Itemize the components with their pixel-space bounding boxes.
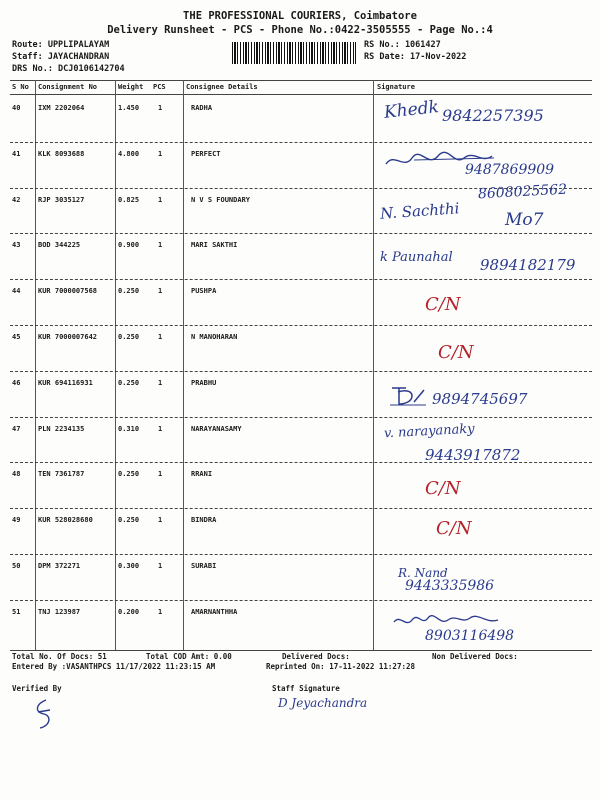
row-consignee: MARI SAKTHI [191, 241, 238, 250]
non-delivered-docs: Non Delivered Docs: [432, 652, 518, 661]
row-consignee: BINDRA [191, 516, 217, 525]
row-consignment-no: KUR 7000007568 [38, 287, 98, 296]
row-pcs: 1 [158, 104, 163, 112]
row-separator [10, 371, 592, 372]
row-separator [10, 417, 592, 418]
runsheet-subtitle: Delivery Runsheet - PCS - Phone No.:0422-3505555 - Page No.:4 [107, 24, 493, 36]
row-consignee: PERFECT [191, 149, 221, 158]
verified-signature [30, 698, 56, 736]
row-consignment-no: DPM 372271 [38, 562, 81, 570]
row-weight: 0.825 [118, 195, 140, 204]
barcode [232, 42, 356, 64]
row-consignment-no: BOD 344225 [38, 241, 81, 250]
row-consignment-no: KUR 7000007642 [38, 333, 98, 341]
signature-row-46 [388, 384, 428, 412]
row-consignment-no: KUR 694116931 [38, 378, 93, 387]
row-pcs: 1 [158, 333, 163, 341]
phone-row-47: 9443917872 [425, 446, 521, 464]
company-title: THE PROFESSIONAL COURIERS, Coimbatore [183, 10, 417, 22]
signature-row-40: Khedk [383, 97, 440, 123]
row-consignment-no: RJP 3035127 [38, 195, 85, 204]
table-top-rule [10, 80, 592, 81]
row-weight: 0.250 [118, 516, 140, 525]
row-consignee: RADHA [191, 104, 213, 112]
phone-row-50: 9443335986 [405, 578, 495, 594]
staff-signature-label: Staff Signature [272, 684, 340, 693]
row-pcs: 1 [158, 516, 163, 525]
row-weight: 4.800 [118, 149, 140, 158]
phone-row-43: 9894182179 [480, 256, 576, 274]
col-signature: Signature [377, 83, 415, 91]
row-sno: 49 [12, 516, 21, 525]
row-separator [10, 233, 592, 234]
row-sno: 51 [12, 607, 21, 616]
row-pcs: 1 [158, 378, 163, 387]
phone-row-46: 9894745697 [432, 390, 528, 408]
row-consignee: PRABHU [191, 378, 217, 387]
row-sno: 50 [12, 562, 21, 570]
row-pcs: 1 [158, 470, 163, 479]
staff-signature: D Jeyachandra [278, 696, 368, 710]
row-sno: 41 [12, 149, 21, 158]
row-pcs: 1 [158, 287, 163, 296]
row-pcs: 1 [158, 195, 163, 204]
row-weight: 0.250 [118, 333, 140, 341]
signature-row-47: v. narayanaky [383, 421, 475, 442]
phone-row-41-a: 9487869909 [465, 162, 555, 178]
row-weight: 1.450 [118, 104, 140, 112]
column-divider [115, 80, 116, 650]
row-consignment-no: PLN 2234135 [38, 424, 85, 433]
row-consignee: AMARNANTHHA [191, 607, 238, 616]
row-consignee: SURABI [191, 562, 217, 570]
verifier-signature-icon [30, 698, 56, 732]
row-separator [10, 325, 592, 326]
row-separator [10, 600, 592, 601]
row-weight: 0.250 [118, 287, 140, 296]
row-sno: 42 [12, 195, 21, 204]
row-consignment-no: TEN 7361787 [38, 470, 85, 479]
cn-mark-row-45: C/N [438, 342, 474, 363]
row-separator [10, 508, 592, 509]
signature-row-42-extra: Mo7 [505, 210, 544, 230]
cn-mark-row-49: C/N [436, 518, 472, 539]
drs-number: DRS No.: DCJ0106142704 [12, 64, 125, 74]
phone-row-40: 9842257395 [442, 106, 544, 125]
row-sno: 47 [12, 424, 21, 433]
cn-mark-row-44: C/N [425, 294, 461, 315]
row-pcs: 1 [158, 562, 163, 570]
row-sno: 45 [12, 333, 21, 341]
total-docs: Total No. Of Docs: 51 [12, 652, 107, 661]
row-consignment-no: TNJ 123987 [38, 607, 81, 616]
row-weight: 0.200 [118, 607, 140, 616]
row-consignee: N MANOHARAN [191, 333, 238, 341]
row-sno: 40 [12, 104, 21, 112]
row-consignee: PUSHPA [191, 287, 217, 296]
initials-signature-icon [388, 384, 428, 408]
column-divider [183, 80, 184, 650]
row-sno: 48 [12, 470, 21, 479]
delivered-docs: Delivered Docs: [282, 652, 350, 661]
col-sno: S No [12, 83, 29, 91]
col-weight: Weight [118, 83, 144, 91]
row-consignment-no: KUR 528028680 [38, 516, 93, 525]
route-label: Route: UPPLIPALAYAM [12, 40, 110, 50]
signature-row-43: k Paunahal [380, 250, 453, 265]
row-weight: 0.300 [118, 562, 140, 570]
reprinted-on: Reprinted On: 17-11-2022 11:27:28 [266, 662, 416, 671]
row-sno: 46 [12, 378, 21, 387]
row-consignee: NARAYANASAMY [191, 424, 242, 433]
verified-by-label: Verified By [12, 684, 62, 693]
column-divider [373, 80, 374, 650]
row-weight: 0.250 [118, 378, 140, 387]
row-pcs: 1 [158, 424, 163, 433]
row-consignment-no: KLK 8093688 [38, 149, 85, 158]
table-bottom-rule [10, 650, 592, 651]
rs-number: RS No.: 1061427 [364, 40, 441, 50]
total-cod: Total COD Amt: 0.00 [146, 652, 232, 661]
row-pcs: 1 [158, 149, 163, 158]
phone-row-41-b: 8608025562 [477, 181, 568, 203]
phone-row-51: 8903116498 [425, 628, 515, 644]
staff-label: Staff: JAYACHANDRAN [12, 52, 110, 62]
row-pcs: 1 [158, 241, 163, 250]
cn-mark-row-48: C/N [425, 478, 461, 499]
row-separator [10, 554, 592, 555]
row-consignee: N V S FOUNDARY [191, 195, 251, 204]
table-header-rule [10, 94, 592, 95]
row-separator [10, 142, 592, 143]
signature-row-50: R. Nand [398, 566, 448, 580]
row-consignee: RRANI [191, 470, 213, 479]
row-consignment-no: IXM 2202064 [38, 104, 85, 112]
entered-by: Entered By :VASANTHPCS 11/17/2022 11:23:15 AM [12, 662, 216, 671]
column-divider [35, 80, 36, 650]
signature-row-42: N. Sachthi [379, 199, 460, 223]
row-pcs: 1 [158, 607, 163, 616]
row-weight: 0.310 [118, 424, 140, 433]
row-separator [10, 279, 592, 280]
row-sno: 44 [12, 287, 21, 296]
row-weight: 0.250 [118, 470, 140, 479]
rs-date: RS Date: 17-Nov-2022 [364, 52, 467, 62]
col-consignee: Consignee Details [186, 83, 258, 91]
row-weight: 0.900 [118, 241, 140, 250]
row-sno: 43 [12, 241, 21, 250]
col-pcs: PCS [153, 83, 166, 91]
col-consignment: Consignment No [38, 83, 98, 91]
